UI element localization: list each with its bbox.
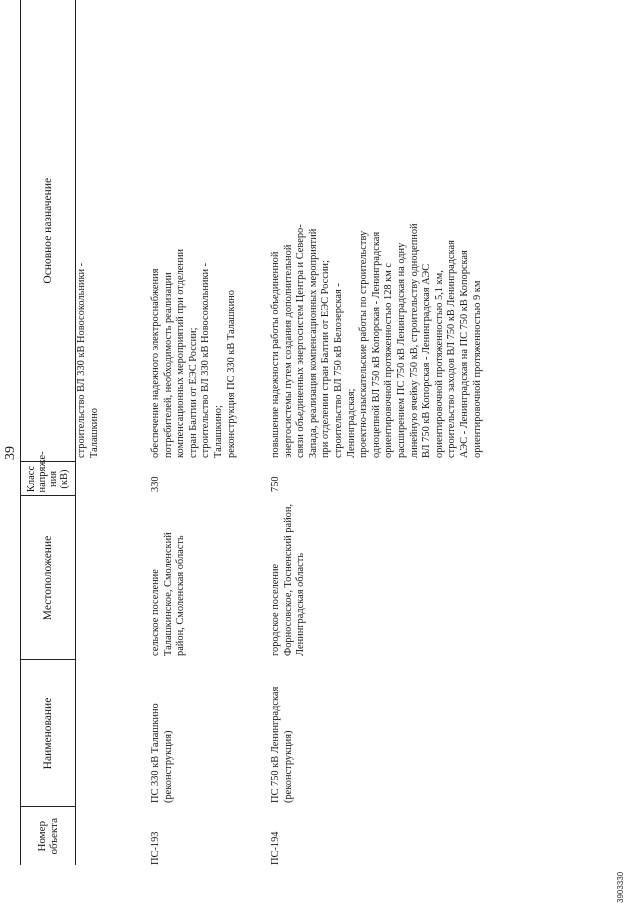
cell-number <box>76 807 137 865</box>
purpose-line: проектно-изыскательские работы по строительству <box>358 230 370 458</box>
purpose-line: Запада, реализация компенсационных мероприятий <box>307 228 319 458</box>
purpose-line: обеспечение надежного электроснабжения <box>150 268 161 458</box>
cell-voltage: 750 <box>270 476 281 492</box>
cell-location <box>136 496 256 660</box>
table-row <box>76 0 137 865</box>
cell-purpose <box>136 0 256 462</box>
header-name: Наименование <box>21 660 76 807</box>
cell-name <box>76 660 137 807</box>
header-purpose: Основное назначение <box>21 0 76 462</box>
purpose-line: строительство заходов ВЛ 750 кВ Ленинградская <box>446 240 458 458</box>
purpose-line: ориентировочной протяженностью 9 км <box>471 280 483 458</box>
table-row <box>256 0 608 865</box>
purpose-line: связи объединенных энергосистем Центра и Северо- <box>295 224 307 458</box>
header-number: Номер объекта <box>21 807 76 865</box>
name-line: (реконструкция) <box>162 730 174 803</box>
purpose-line: ориентировочной протяженностью 128 км с <box>383 262 395 458</box>
purpose-line: Ленинградская; <box>345 388 357 458</box>
cell-voltage <box>76 462 137 496</box>
objects-table <box>20 0 608 865</box>
cell-number: ПС-193 <box>150 831 161 865</box>
purpose-line: строительство ВЛ 330 кВ Новосокольники - <box>200 262 212 458</box>
purpose-line: при отделении стран Балтии от ЕЭС России; <box>320 260 332 458</box>
purpose-line: энергосистемы путем создания дополнительной <box>282 244 294 458</box>
cell-purpose <box>256 0 608 462</box>
purpose-line: строительство ВЛ 750 кВ Белозерская - <box>332 283 344 458</box>
cell-location <box>256 496 608 660</box>
purpose-line: повышение надежности работы объединенной <box>270 251 281 458</box>
cell-voltage: 330 <box>150 476 161 492</box>
name-line: (реконструкция) <box>282 730 294 803</box>
cell-number: ПС-194 <box>270 831 281 865</box>
purpose-line: строительство ВЛ 330 кВ Новосокольники - <box>76 262 87 458</box>
location-line: Талашкинское, Смоленский <box>162 532 174 656</box>
purpose-line: компенсационных мероприятий при отделении <box>175 248 187 458</box>
cell-name <box>136 660 256 807</box>
cell-location <box>76 496 137 660</box>
cell-purpose <box>76 0 137 462</box>
purpose-line: реконструкция ПС 330 кВ Талашкино <box>225 290 237 458</box>
table-header-row <box>21 0 76 865</box>
purpose-line: АЭС - Ленинградская на ПС 750 кВ Копорская <box>458 250 470 458</box>
location-line: городское поселение <box>270 563 281 656</box>
name-line: ПС 750 кВ Ленинградская <box>270 686 281 803</box>
table-row <box>136 0 256 865</box>
header-location: Местоположение <box>21 496 76 660</box>
page-number-bar <box>0 0 18 905</box>
document-stamp: 3903330 <box>616 871 625 903</box>
header-voltage-class: Класс напряже-ния (кВ) <box>21 462 76 496</box>
purpose-line: ориентировочной протяженностью 5,1 км, <box>433 270 445 458</box>
purpose-line: расширением ПС 750 кВ Ленинградская на одну <box>395 242 407 458</box>
cell-name <box>256 660 608 807</box>
purpose-line: потребителей, необходимость реализации <box>162 272 174 458</box>
location-line: сельское поселение <box>150 569 161 656</box>
location-line: Ленинградская область <box>295 552 307 656</box>
purpose-line: ВЛ 750 кВ Копорская - Ленинградская АЭС <box>421 263 433 458</box>
purpose-line: одноцепной ВЛ 750 кВ Копорская - Ленинградская <box>370 231 382 458</box>
purpose-line: стран Балтии от ЕЭС России; <box>187 327 199 458</box>
purpose-line: Талашкино; <box>212 405 224 458</box>
location-line: район, Смоленская область <box>175 535 187 656</box>
location-line: Форносовское, Тосненский район, <box>282 504 294 656</box>
purpose-line: Талашкино <box>88 408 100 458</box>
purpose-line: линейную ячейку 750 кВ, строительству одноцепной <box>408 223 420 458</box>
page-number: 39 <box>3 446 18 460</box>
name-line: ПС 330 кВ Талашкино <box>150 703 161 803</box>
